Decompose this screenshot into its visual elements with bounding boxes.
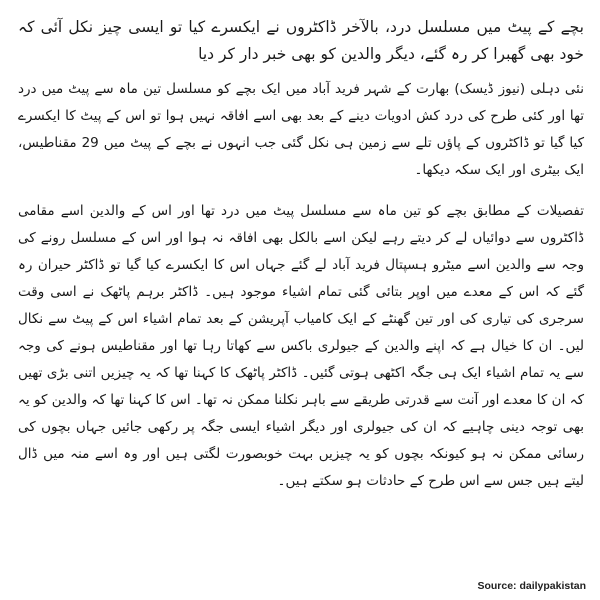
article-paragraph-intro: نئی دہلی (نیوز ڈیسک) بھارت کے شہر فرید آباد میں ایک بچے کو مسلسل تین ماہ سے پیٹ میں درد تھا اور کئی طرح کی درد کش ادویات دینے کے بعد بھی اسے افاقہ نہیں ہوا تو اس کے پیٹ کا ایکسرے کیا گیا تو ڈاکٹروں کے پاؤں تلے سے زمین ہی نکل گئی جب انہوں نے بچے کے پیٹ میں 29 مقناطیس، ایک بیٹری اور ایک سکہ دیکھا۔ — [18, 81, 584, 178]
source-credit: Source: dailypakistan — [477, 580, 586, 592]
news-article — [18, 14, 584, 580]
article-paragraph-details: تفصیلات کے مطابق بچے کو تین ماہ سے مسلسل پیٹ میں درد تھا اور اس کے والدین اسے مقامی ڈاکٹروں سے دوائیاں لے کر دیتے رہے لیکن اسے بالکل بھی افاقہ نہ ہوا اور اس کے مسلسل رونے کی وجہ سے والدین اسے میٹرو ہسپتال فرید آباد لے گئے جہاں اس کا ایکسرے کیا گیا تو ڈاکٹر حیران رہ گئے کہ اس کے معدے میں اوپر بتائی گئی تمام اشیاء موجود ہیں۔ ڈاکٹر برہم پاٹھک نے اسی وقت سرجری کی تیاری کی اور تین گھنٹے کے ایک کامیاب آپریشن کے بعد تمام اشیاء اس کے پیٹ سے نکال لیں۔ ان کا خیال ہے کہ اپنے والدین کے جیولری باکس سے کھاتا رہا تھا اور مقناطیس ہونے کی وجہ سے یہ تمام اشیاء ایک ہی جگہ اکٹھی ہوتی گئیں۔ ڈاکٹر پاٹھک کا کہنا تھا کہ یہ چیزیں اتنی بڑی تھیں کہ ان کا معدے اور آنت سے قدرتی طریقے سے باہر نکلنا ممکن نہ تھا۔ اس کا کہنا تھا کہ والدین کو یہ بھی توجہ دینی چاہیے کہ ان کی جیولری اور دیگر اشیاء ایسی جگہ پر رکھی جائیں جہاں بچوں کی رسائی ممکن نہ ہو کیونکہ بچوں کو یہ چیزیں بہت خوبصورت لگتی ہیں اور وہ اسے منہ میں ڈال لیتے ہیں جس سے اس طرح کے حادثات ہو سکتے ہیں۔ — [18, 203, 584, 489]
article-headline: بچے کے پیٹ میں مسلسل درد، بالآخر ڈاکٹروں نے ایکسرے کیا تو ایسی چیز نکل آئی کہ خود بھی گھبرا کر رہ گئے، دیگر والدین کو بھی خبر دار کر دیا — [18, 18, 584, 63]
